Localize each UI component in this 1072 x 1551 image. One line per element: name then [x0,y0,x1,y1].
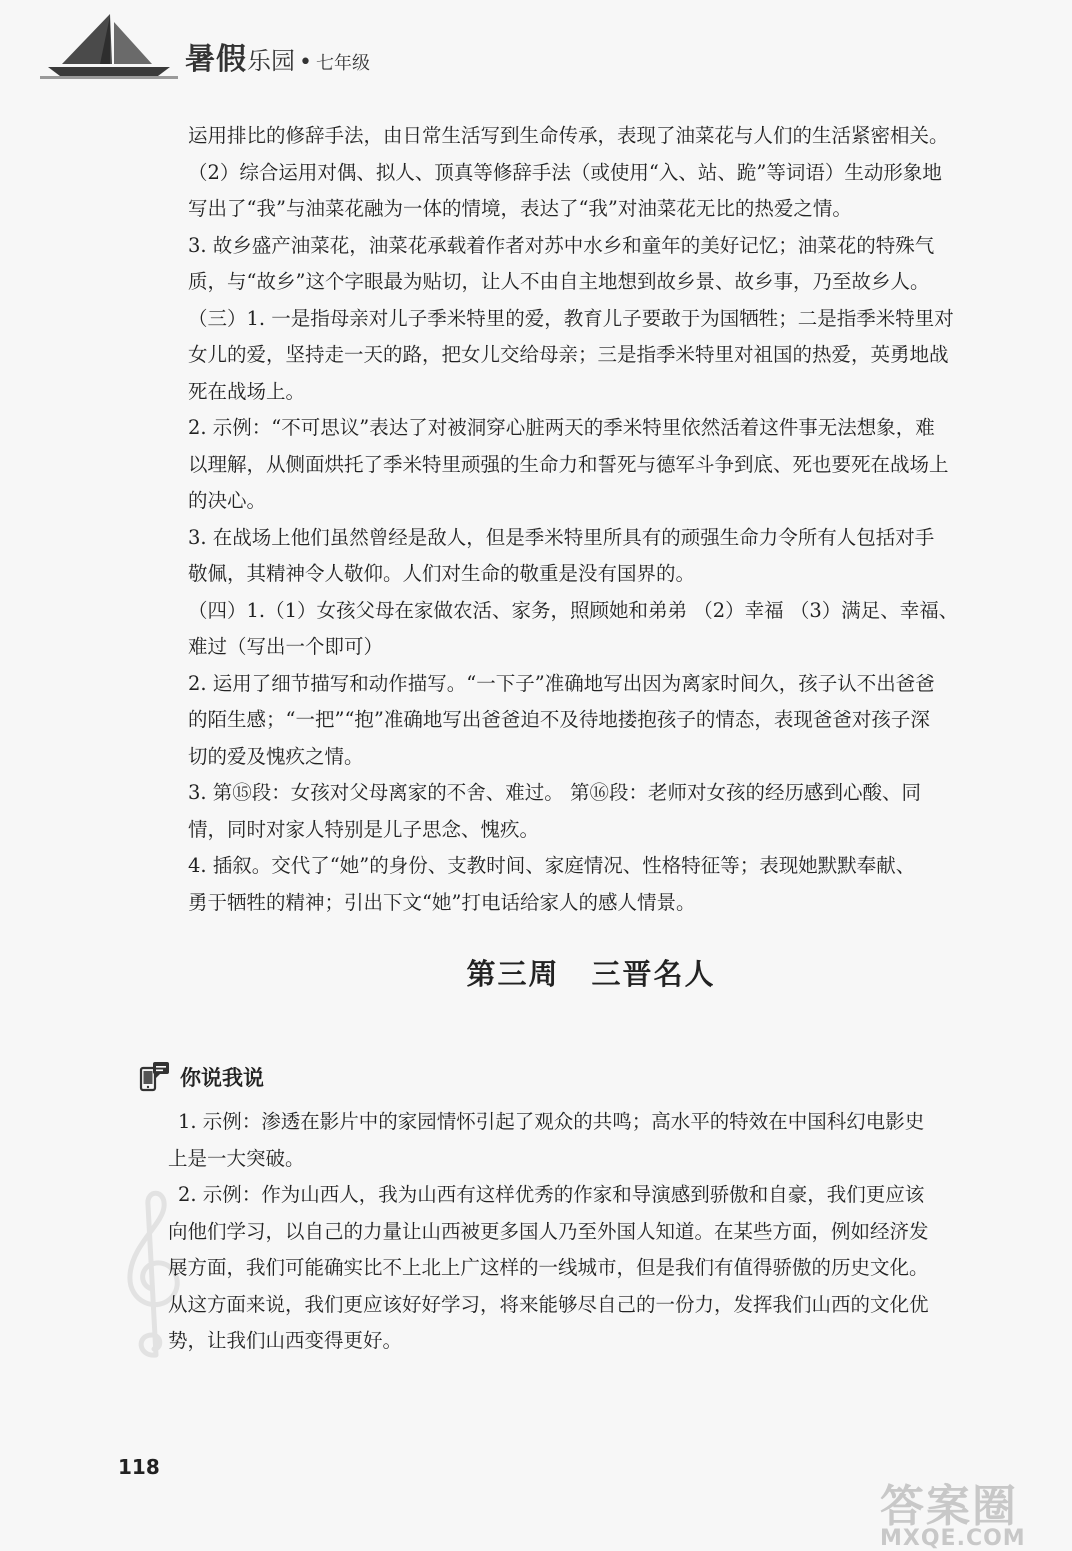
answer-line: 切的爱及愧疚之情。 [188,744,364,768]
answer-line: 勇于牺牲的精神；引出下文“她”打电话给家人的感人情景。 [188,890,696,914]
watermark-logo [880,1470,1026,1551]
section-label: 你说我说 [180,1066,264,1090]
answer-line: 的陌生感；“一把”“抱”准确地写出爸爸迫不及待地搂抱孩子的情态，表现爸爸对孩子深 [188,708,930,731]
header-title [185,34,370,78]
answer-line: （四）1.（1）女孩父母在家做农活、家务，照顾她和弟弟 （2）幸福 （3）满足、幸福、 [188,598,959,622]
answer-line: 3. 故乡盛产油菜花，油菜花承载着作者对苏中水乡和童年的美好记忆；油菜花的特殊气 [188,233,935,257]
answer-line: 女儿的爱，坚持走一天的路，把女儿交给母亲；三是指季米特里对祖国的热爱，英勇地战 [188,343,949,366]
watermark-main: 答案圈 [880,1481,1018,1532]
answer-line: 写出了“我”与油菜花融为一体的情境，表达了“我”对油菜花无比的热爱之情。 [188,197,852,220]
section-answer-line: 向他们学习，以自己的力量让山西被更多国人乃至外国人知道。在某些方面，例如经济发 [168,1219,929,1243]
answer-line: 以理解，从侧面烘托了季米特里顽强的生命力和誓死与德军斗争到底、死也要死在战场上 [188,452,949,476]
answer-line: （三）1. 一是指母亲对儿子季米特里的爱，教育儿子要敢于为国牺牲；二是指季米特里对 [188,306,954,330]
section-answer-line: 上是一大突破。 [168,1146,305,1170]
title-grade: 七年级 [315,53,370,74]
answer-block [188,118,1028,921]
page-number: 118 [118,1455,160,1479]
section-answer-line: 从这方面来说，我们更应该好好学习，将来能够尽自己的一份力，发挥我们山西的文化优 [168,1292,929,1316]
answer-line: 3. 在战场上他们虽然曾经是敌人，但是季米特里所具有的顽强生命力令所有人包括对手 [188,525,935,549]
title-main: 暑假 [185,42,247,77]
answer-line: 敬佩，其精神令人敬仰。人们对生命的敬重是没有国界的。 [188,562,696,585]
week-topic: 三晋名人 [591,957,716,991]
answer-line: 的决心。 [188,489,267,512]
page-header [40,12,460,82]
answer-line: 难过（写出一个即可） [188,635,384,658]
section-heading [138,1060,264,1094]
answer-line: 运用排比的修辞手法，由日常生活写到生命传承，表现了油菜花与人们的生活紧密相关。 [188,124,949,147]
section-answer-line: 2. 示例：作为山西人，我为山西有这样优秀的作家和导演感到骄傲和自豪，我们更应该 [178,1183,925,1206]
section-answer-line: 1. 示例：渗透在影片中的家园情怀引起了观众的共鸣；高水平的特效在中国科幻电影史 [178,1110,925,1133]
week-label: 第三周 [466,957,560,991]
title-sub: 乐园 [247,47,295,75]
section-answer-line: 势，让我们山西变得更好。 [168,1329,403,1352]
answer-line: 4. 插叙。交代了“她”的身份、支教时间、家庭情况、性格特征等；表现她默默奉献、 [188,854,916,877]
sailboat-logo-icon [40,12,180,82]
title-dot: • [299,50,312,75]
section-answer-block [168,1104,1018,1360]
answer-line: 质，与“故乡”这个字眼最为贴切，让人不由自主地想到故乡景、故乡事，乃至故乡人。 [188,270,930,293]
watermark-url: MXQE.COM [880,1526,1026,1551]
answer-line: （2）综合运用对偶、拟人、顶真等修辞手法（或使用“入、站、跪”等词语）生动形象地 [188,160,942,184]
answer-line: 情，同时对家人特别是儿子思念、愧疚。 [188,817,540,841]
phone-chat-icon [138,1060,172,1094]
week-heading [0,952,1072,993]
answer-line: 2. 运用了细节描写和动作描写。“一下子”准确地写出因为离家时间久，孩子认不出爸爸 [188,671,935,695]
answer-line: 2. 示例：“不可思议”表达了对被洞穿心脏两天的季米特里依然活着这件事无法想象，难 [188,416,935,439]
answer-line: 3. 第⑮段：女孩对父母离家的不舍、难过。 第⑯段：老师对女孩的经历感到心酸、同 [188,781,922,804]
section-answer-line: 展方面，我们可能确实比不上北上广这样的一线城市，但是我们有值得骄傲的历史文化。 [168,1256,929,1279]
answer-line: 死在战场上。 [188,379,306,403]
